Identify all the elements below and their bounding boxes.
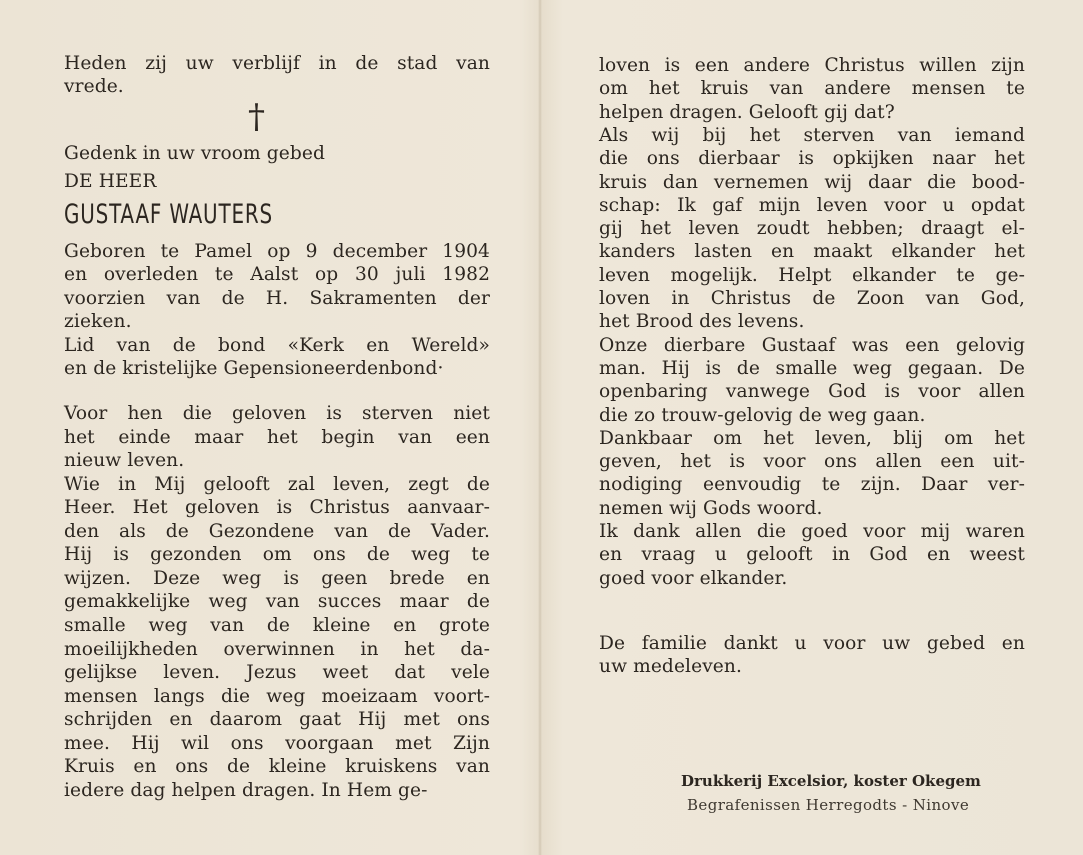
text-line: loven is een andere Christus willen zijn — [599, 55, 1025, 76]
text-line: gelijkse leven. Jezus weet dat vele — [64, 662, 490, 684]
text-line: geven, het is voor ons allen een uit- — [599, 451, 1025, 473]
text-line: Geboren te Pamel op 9 december 1904 — [64, 241, 490, 262]
text-line: en de kristelijke Gepensioneerdenbond· — [64, 358, 444, 379]
text-line: man. Hij is de smalle weg gegaan. De — [599, 357, 1025, 379]
text-line: helpen dragen. Gelooft gij dat? — [599, 101, 895, 123]
deceased-name: GUSTAAF WAUTERS — [64, 199, 273, 230]
text-line: om het kruis van andere mensen te — [599, 78, 1025, 100]
text-line: wijzen. Deze weg is geen brede en — [64, 567, 490, 589]
text-line: leven mogelijk. Helpt elkander te ge- — [599, 264, 1025, 286]
text-line: schap: Ik gaf mijn leven voor u opdat — [599, 194, 1025, 216]
text-line: Kruis en ons de kleine kruiskens van — [64, 756, 490, 778]
text-line: Hij is gezonden om ons de weg te — [64, 544, 490, 566]
text-line: nodiging eenvoudig te zijn. Daar ver- — [599, 474, 1025, 496]
funeral-credit: Begrafenissen Herregodts - Ninove — [687, 796, 970, 814]
text-line: die zo trouw-gelovig de weg gaan. — [599, 404, 926, 426]
text-line: het einde maar het begin van een — [64, 426, 490, 448]
thanks-line-1: De familie dankt u voor uw gebed en — [599, 633, 1025, 654]
text-line: mensen langs die weg moeizaam voort- — [64, 685, 490, 707]
printer-credit: Drukkerij Excelsior, koster Okegem — [681, 772, 981, 790]
intro-line-1: Heden zij uw verblijf in de stad van — [64, 53, 490, 74]
text-line: Voor hen die geloven is sterven niet — [64, 403, 490, 424]
text-line: loven in Christus de Zoon van God, — [599, 288, 1025, 309]
text-line: schrijden en daarom gaat Hij met ons — [64, 709, 490, 731]
text-line: goed voor elkander. — [599, 567, 788, 589]
text-line: kruis dan vernemen wij daar die bood- — [599, 171, 1025, 193]
text-line: en overleden te Aalst op 30 juli 1982 — [64, 264, 490, 286]
text-line: Onze dierbare Gustaaf was een gelovig — [599, 334, 1025, 356]
text-line: iedere dag helpen dragen. In Hem ge- — [64, 779, 428, 801]
text-line: kanders lasten en maakt elkander het — [599, 241, 1025, 263]
card-fold — [538, 0, 542, 855]
text-line: Wie in Mij gelooft zal leven, zegt de — [64, 473, 490, 495]
text-line: Als wij bij het sterven van iemand — [599, 124, 1025, 146]
text-line: en vraag u gelooft in God en weest — [599, 544, 1025, 566]
intro-line-2: vrede. — [64, 76, 124, 97]
text-line: mee. Hij wil ons voorgaan met Zijn — [64, 732, 490, 754]
thanks-line-2: uw medeleven. — [599, 656, 742, 677]
text-line: Dankbaar om het leven, blij om het — [599, 427, 1025, 449]
text-line: openbaring vanwege God is voor allen — [599, 381, 1025, 403]
text-line: moeilijkheden overwinnen in het da- — [64, 638, 490, 660]
text-line: gemakkelijke weg van succes maar de — [64, 591, 490, 613]
text-line: Lid van de bond «Kerk en Wereld» — [64, 334, 490, 356]
text-line: Heer. Het geloven is Christus aanvaar- — [64, 497, 490, 519]
text-line: die ons dierbaar is opkijken naar het — [599, 148, 1025, 170]
text-line: nieuw leven. — [64, 450, 185, 472]
text-line: nemen wij Gods woord. — [599, 497, 823, 519]
text-line: gij het leven zoudt hebben; draagt el- — [599, 218, 1025, 240]
cross-icon: † — [248, 97, 265, 137]
text-line: smalle weg van de kleine en grote — [64, 614, 490, 636]
text-line: Ik dank allen die goed voor mij waren — [599, 521, 1025, 542]
text-line: zieken. — [64, 311, 132, 333]
gedenk-line: Gedenk in uw vroom gebed — [64, 143, 325, 164]
text-line: den als de Gezondene van de Vader. — [64, 520, 490, 542]
text-line: voorzien van de H. Sakramenten der — [64, 287, 490, 309]
text-line: het Brood des levens. — [599, 311, 805, 333]
title-line: DE HEER — [64, 171, 157, 192]
